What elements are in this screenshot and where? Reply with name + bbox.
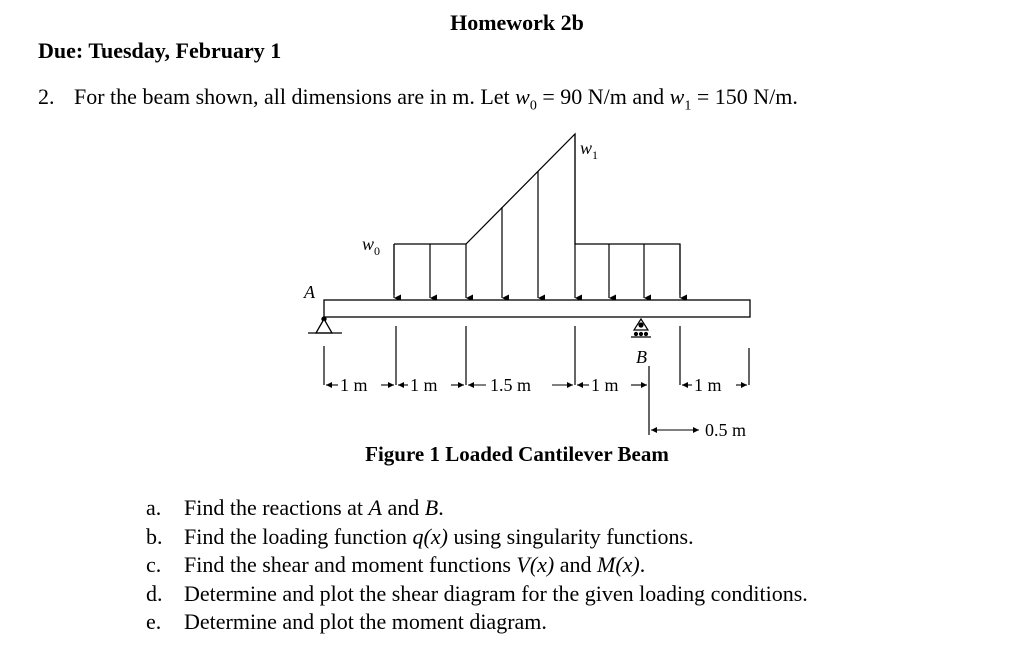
dimension-label: 1 m (340, 375, 368, 395)
w0-subscript: 0 (529, 98, 537, 114)
w0-value: = 90 N/m and (536, 84, 670, 109)
dimension-arrows (326, 385, 747, 430)
dimension-label: 1 m (694, 375, 722, 395)
w1-symbol: w (669, 84, 685, 109)
homework-title: Homework 2b (450, 10, 584, 35)
dimension-label: 0.5 m (705, 420, 747, 440)
due-date: Due: Tuesday, February 1 (38, 38, 282, 63)
support-a-label: A (304, 282, 315, 302)
problem-lead: For the beam shown, all dimensions are in m. Let (74, 84, 516, 109)
beam (324, 300, 750, 317)
w1-subscript: 1 (684, 98, 692, 114)
w1-value: = 150 N/m. (691, 84, 798, 109)
dimension-label: 1.5 m (490, 375, 532, 395)
dimension-extension-lines (324, 326, 749, 435)
figure-caption: Figure 1 Loaded Cantilever Beam (365, 442, 669, 466)
w1-label: $w_1$ (580, 138, 599, 162)
load-outline (394, 134, 680, 295)
task-item: e. Determine and plot the moment diagram. (146, 609, 547, 634)
support-a-pin (308, 317, 342, 333)
task-list (146, 494, 808, 637)
task-item: a. Find the reactions at A and B. (146, 495, 444, 520)
w0-label: $w_0$ (362, 234, 381, 258)
problem-statement (38, 84, 798, 114)
task-item: b. Find the loading function q(x) using singularity functions. (146, 523, 694, 549)
dimension-label: 1 m (410, 375, 438, 395)
task-item: d. Determine and plot the shear diagram for the given loading conditions. (146, 580, 808, 606)
task-item: c. Find the shear and moment functions V(x) and M(x). (146, 552, 646, 577)
support-b-label: B (636, 347, 647, 367)
support-b-roller (631, 319, 651, 337)
load-arrows (394, 134, 680, 298)
problem-number: 2. (38, 84, 55, 109)
w0-symbol: w (515, 84, 530, 109)
dimension-label: 1 m (591, 375, 619, 395)
beam-diagram (300, 130, 780, 440)
